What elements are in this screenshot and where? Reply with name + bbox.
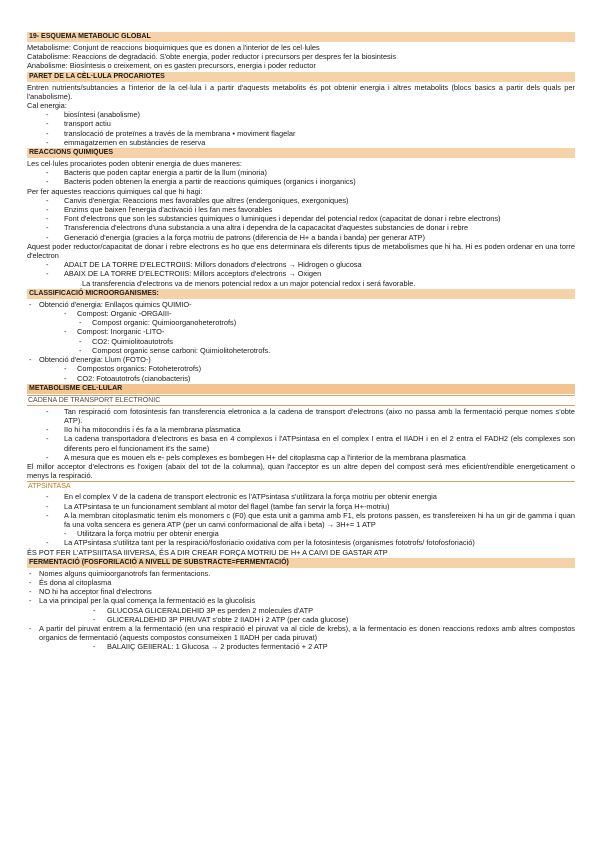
list-item: - ABAIX DE LA TORRE D'ELECTROIIS: Millors acceptors d'electrons → Oxigen	[27, 269, 575, 278]
class-list	[27, 300, 575, 383]
section-header-fermentacio: FERMENTACIÓ (FOSFORILACIÓ A NIVELL DE SUBSTRACTE=FERMENTACIÓ)	[27, 558, 575, 568]
list-item: - Compost organic: Quimioorganoheterotrofs)	[27, 318, 575, 327]
paret-list	[27, 110, 575, 147]
list-item: - Font d'electrons que son les substancies quimiques o luminiques i dependar del potencial redox (capacitat de donar i rebre electrons)	[27, 214, 575, 223]
reac-need: Per fer aquestes reaccions quimiques cal que hi hagi:	[27, 186, 203, 196]
list-item: - Obtenció d'energia: Llum (FOTO-)	[27, 355, 575, 364]
list-item: - Generació d'energia (gracies a la força motriu de patrons (diferencia de H+ a banda i banda) per generar ATP)	[27, 233, 575, 242]
ferm-list	[27, 569, 575, 652]
list-item: - Compost organic sense carboni: Quimiolitoheterotrofs.	[27, 346, 575, 355]
cadena-list	[27, 407, 575, 462]
list-item: - A la membran citoplasmatic tenim els monomers c (F0) que esta unit a gamma amb F1, els protons passen, es transfereixen hi ha un gir de gamma i quan fa una volta sencera es genera ATP (per un canvi conformacional de alfa i beta) → 3H+= 1 ATP	[27, 511, 575, 529]
paret-intro: Entren nutrients/subtancies a l'interior de la cel·lula i a partir d'aquests metabolits és pot obtenir energia i altres metabolits (blocs basics a partir dels quals per l'anabolisme).	[27, 82, 575, 101]
list-item: - És dona al citoplasma	[27, 578, 575, 587]
list-item: - Utilitzara la força motriu per obtenir energia	[27, 529, 575, 538]
list-item: - La ATPsintasa s'utilitza tant per la respiració/fosforiacio oxidativa com per la fotosintesis (organismes fototrofs/ fotofosforiació)	[27, 538, 575, 547]
subsection-header-cadena: CADENA DE TRANSPORT ELECTRONIC	[27, 395, 575, 406]
def-metabolisme: Metabolisme: Conjunt de reaccions bioquimiques que es donen a l'interior de les cel·lules	[27, 43, 320, 52]
list-item: - Enzims que baixen l'energia d'activació i les fan mes favorables	[27, 205, 575, 214]
list-item: - A mesura que es mouen els e- pels complexes es bombegen H+ del citoplasma cap a l'interior de la membrana plasmatica	[27, 453, 575, 462]
list-item: - transport actiu	[27, 119, 575, 128]
list-item: - La ATPsintasa te un funcionament semblant al motor del flagel (tambe fan servir la força H+-motriu)	[27, 502, 575, 511]
list-item: - Bacteris poden obtenen la energia a partir de reaccions quimiques (organics i inorganics)	[27, 177, 575, 186]
list-item: - Compost: Inorganic -LITO-	[27, 327, 575, 336]
list-item: - BALAIIÇ GEIIERAL: 1 Glucosa → 2 productes fermentació + 2 ATP	[27, 642, 575, 651]
section-header-paret: PARET DE LA CÈL·LULA PROCARIOTES	[27, 72, 575, 82]
list-item: - translocació de proteïnes a través de la membrana • moviment flagelar	[27, 129, 575, 138]
document-page	[27, 31, 575, 652]
section-header-reaccions: REACCIONS QUIMIQUES	[27, 148, 575, 158]
reac-torre-list	[27, 260, 575, 278]
list-item: - La via principal per la qual comença la fermentació es la glucolisis	[27, 596, 575, 605]
list-item: - GLICERALDEHID 3P PIRUVAT s'obte 2 IIADH i 2 ATP (per cada glucose)	[27, 615, 575, 624]
list-item: - ADALT DE LA TORRE D'ELECTROIIS: Millors donadors d'electrons → Hidrogen o glucosa	[27, 260, 575, 269]
reac-ways-list	[27, 168, 575, 186]
list-item: - CO2: Quimiolitoautotrofs	[27, 337, 575, 346]
list-item: - Compostos organics: Fotoheterotrofs)	[27, 364, 575, 373]
list-item: - Compost: Organic -ORGAIII-	[27, 309, 575, 318]
def-catabolisme: Catabolisme: Reaccions de degradació. S'obte energia, poder reductor i precursors per despres fer la biosintesis	[27, 52, 397, 62]
list-item: - En el complex V de la cadena de transport electronic es l'ATPsintasa s'utilitzara la força motriu per obtenir energia	[27, 492, 575, 501]
list-item: - Obtenció d'energia: Enllaços quimics QUIMIO-	[27, 300, 575, 309]
list-item: - Bacteris que poden captar energia a partir de la llum (minoria)	[27, 168, 575, 177]
list-item: - CO2: Fotoautotrofs (cianobacteris)	[27, 374, 575, 383]
section-header-global: 19- ESQUEMA METABOLIC GLOBAL	[27, 32, 575, 42]
cadena-para: El millor acceptor d'electrons es l'oxigen (abaix del tot de la columna), quan l'acceptor es un altre depen del compost será mes eficient/rendible energeticament o menys la respiració.	[27, 461, 575, 481]
section-header-classificacio: CLASSIFICACIÓ MICROORGANISMES:	[27, 289, 575, 299]
def-anabolisme: Anabolisme: Biosíntesis o creixement, on es gasten precursors, energia i poder reductor	[27, 61, 316, 71]
list-item: - NO hi ha acceptor final d'electrons	[27, 587, 575, 596]
reac-items-list	[27, 196, 575, 242]
paret-cal-energia: Cal energia:	[27, 101, 67, 111]
list-item: - emmagatzemen en substàncies de reserva	[27, 138, 575, 147]
subsection-header-atpsintasa: ATPSINTASA	[27, 481, 575, 491]
list-item: - GLUCOSA GLICERALDEHID 3P es perden 2 molecules d'ATP	[27, 606, 575, 615]
reac-intro: Les cel·lules procariotes poden obtenir energia de dues maneres:	[27, 159, 242, 169]
atp-list	[27, 492, 575, 547]
reac-torre-end: La transferencia d'electrons va de menors potencial redox a un major potencial redox i será favorable.	[82, 278, 416, 288]
section-header-metabolisme: METABOLISME CEL·LULAR	[27, 384, 575, 394]
list-item: - A partir del piruvat entrem a la fermentació (en una respiració el piruvat va al cicle de krebs), a la fermentacio es donen reaccions redoxs amb altres compostos organics de fermentació (aquests compostos consumeixen 1 IIADH per cada piruvat)	[27, 624, 575, 642]
list-item: - Nomes alguns quimioorganotrofs fan fermentacions.	[27, 569, 575, 578]
reac-para: Aquest poder reductor/capacitat de donar i rebre electrons es ho que ens determinara els diferents tipus de metabolismes que hi ha. Hi es poden ordenar en una torre d'electron	[27, 241, 575, 261]
list-item: - Canvis d'energia: Reaccions mes favorables que altres (endergoniques, exergoniques)	[27, 196, 575, 205]
list-item: - Transferencia d'electrons d'una substancia a una altra i dependra de la capacacitat d'aquestes substancies de donar i rebre	[27, 223, 575, 232]
list-item: - biosíntesi (anabolisme)	[27, 110, 575, 119]
list-item: - IIo hi ha mitocondris i és fa a la membrana plasmatica	[27, 425, 575, 434]
list-item: - Tan respiració com fotosintesis fan transferencia eletronica a la cadena de transport d'electrons (aixo no passa amb la fermentació perque nomes s'obte ATP).	[27, 407, 575, 425]
atp-caps-note: ÉS POT FER L'ATPSIIITASA IIIVERSA, ÉS A DIR CREAR FORÇA MOTRIU DE H+ A CAIVI DE GASTAR ATP	[27, 547, 388, 557]
list-item: - La cadena transportadora d'electrons es basa en 4 complexos i l'ATPsintasa en el complex I entra el IIADH i en el 2 entra el FADH2 (els complexes son diferents pero el funcionament it's the same)	[27, 434, 575, 452]
